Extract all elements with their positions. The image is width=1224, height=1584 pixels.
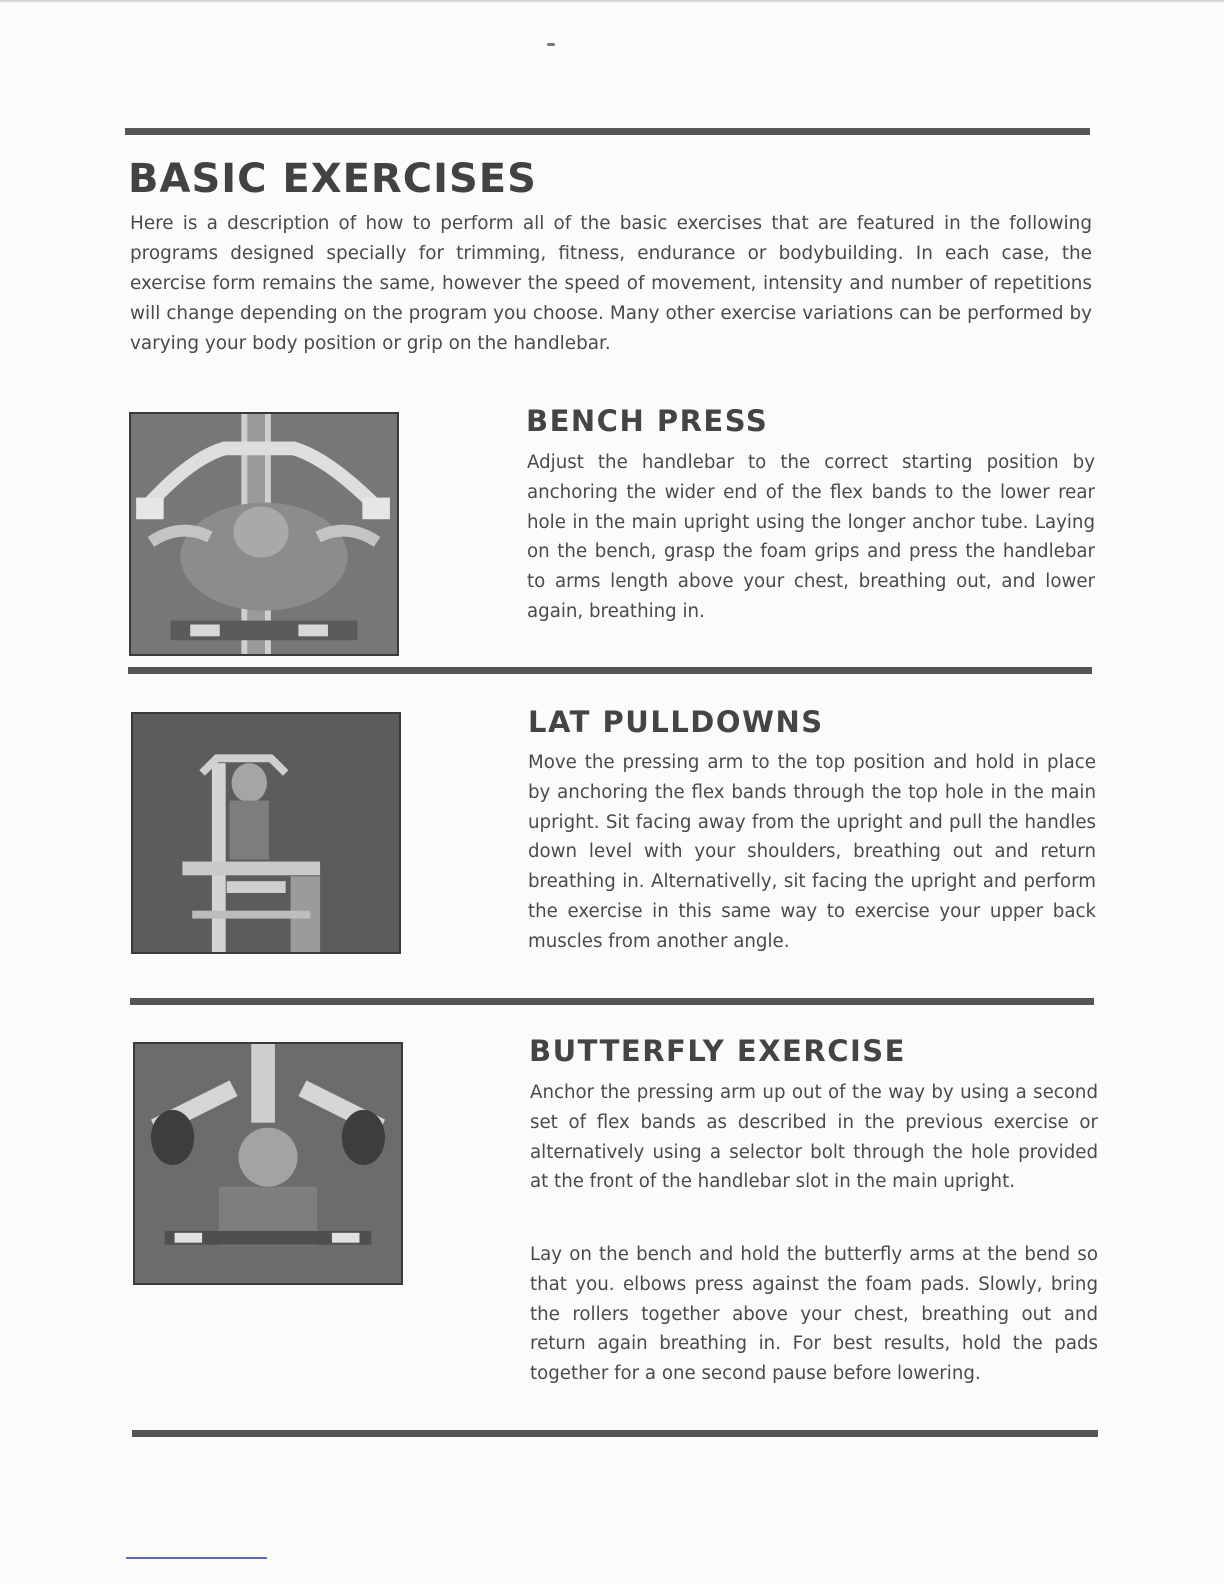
lat-pulldowns-illustration: [133, 714, 399, 952]
scan-speck: [547, 43, 555, 46]
bench-press-heading: BENCH PRESS: [526, 404, 769, 438]
scan-edge: [0, 0, 1224, 3]
section-divider-2: [130, 998, 1094, 1005]
lat-pulldowns-photo: [131, 712, 401, 954]
butterfly-text-1: Anchor the pressing arm up out of the way by using a second set of flex bands as described in the previous exercise or alternatively using a selector bolt through the hole provided at the front of the handlebar slot in the main upright.: [530, 1082, 1098, 1193]
butterfly-photo: [133, 1042, 403, 1285]
lat-pulldowns-text: Move the pressing arm to the top position and hold in place by anchoring the flex bands through the top hole in the main upright. Sit facing away from the upright and pull the handles down level with your shoulders, breathing out and return breathing in. Alternativelly, sit facing the upright and perform the exercise in this same way to exercise your upper back muscles from another angle.: [528, 752, 1096, 952]
top-rule: [125, 128, 1090, 135]
intro-paragraph: Here is a description of how to perform all of the basic exercises that are featured in the following programs designed specially for trimming, fitness, endurance or bodybuilding. In each case, the exercise form remains the same, however the speed of movement, intensity and number of repetitions will change depending on the program you choose. Many other exercise variations can be performed by varying your body position or grip on the handlebar.: [130, 213, 1092, 354]
page-title: BASIC EXERCISES: [128, 156, 537, 202]
bench-press-photo: [129, 412, 399, 656]
section-divider-1: [128, 667, 1092, 674]
butterfly-heading: BUTTERFLY EXERCISE: [529, 1034, 906, 1068]
bench-press-text: Adjust the handlebar to the correct starting position by anchoring the wider end of the flex bands to the lower rear hole in the main upright using the longer anchor tube. Laying on the bench, grasp the foam grips and press the handlebar to arms length above your chest, breathing out, and lower again, breathing in.: [527, 452, 1095, 622]
bench-press-illustration: [131, 414, 397, 654]
butterfly-text-2: Lay on the bench and hold the butterfly arms at the bend so that you. elbows press against the foam pads. Slowly, bring the rollers together above your chest, breathing out and return again breathing in. For best results, hold the pads together for a one second pause before lowering.: [530, 1244, 1098, 1385]
footer-line: [126, 1557, 267, 1559]
bottom-rule: [132, 1430, 1098, 1437]
butterfly-illustration: [135, 1044, 401, 1283]
lat-pulldowns-heading: LAT PULLDOWNS: [528, 705, 824, 739]
